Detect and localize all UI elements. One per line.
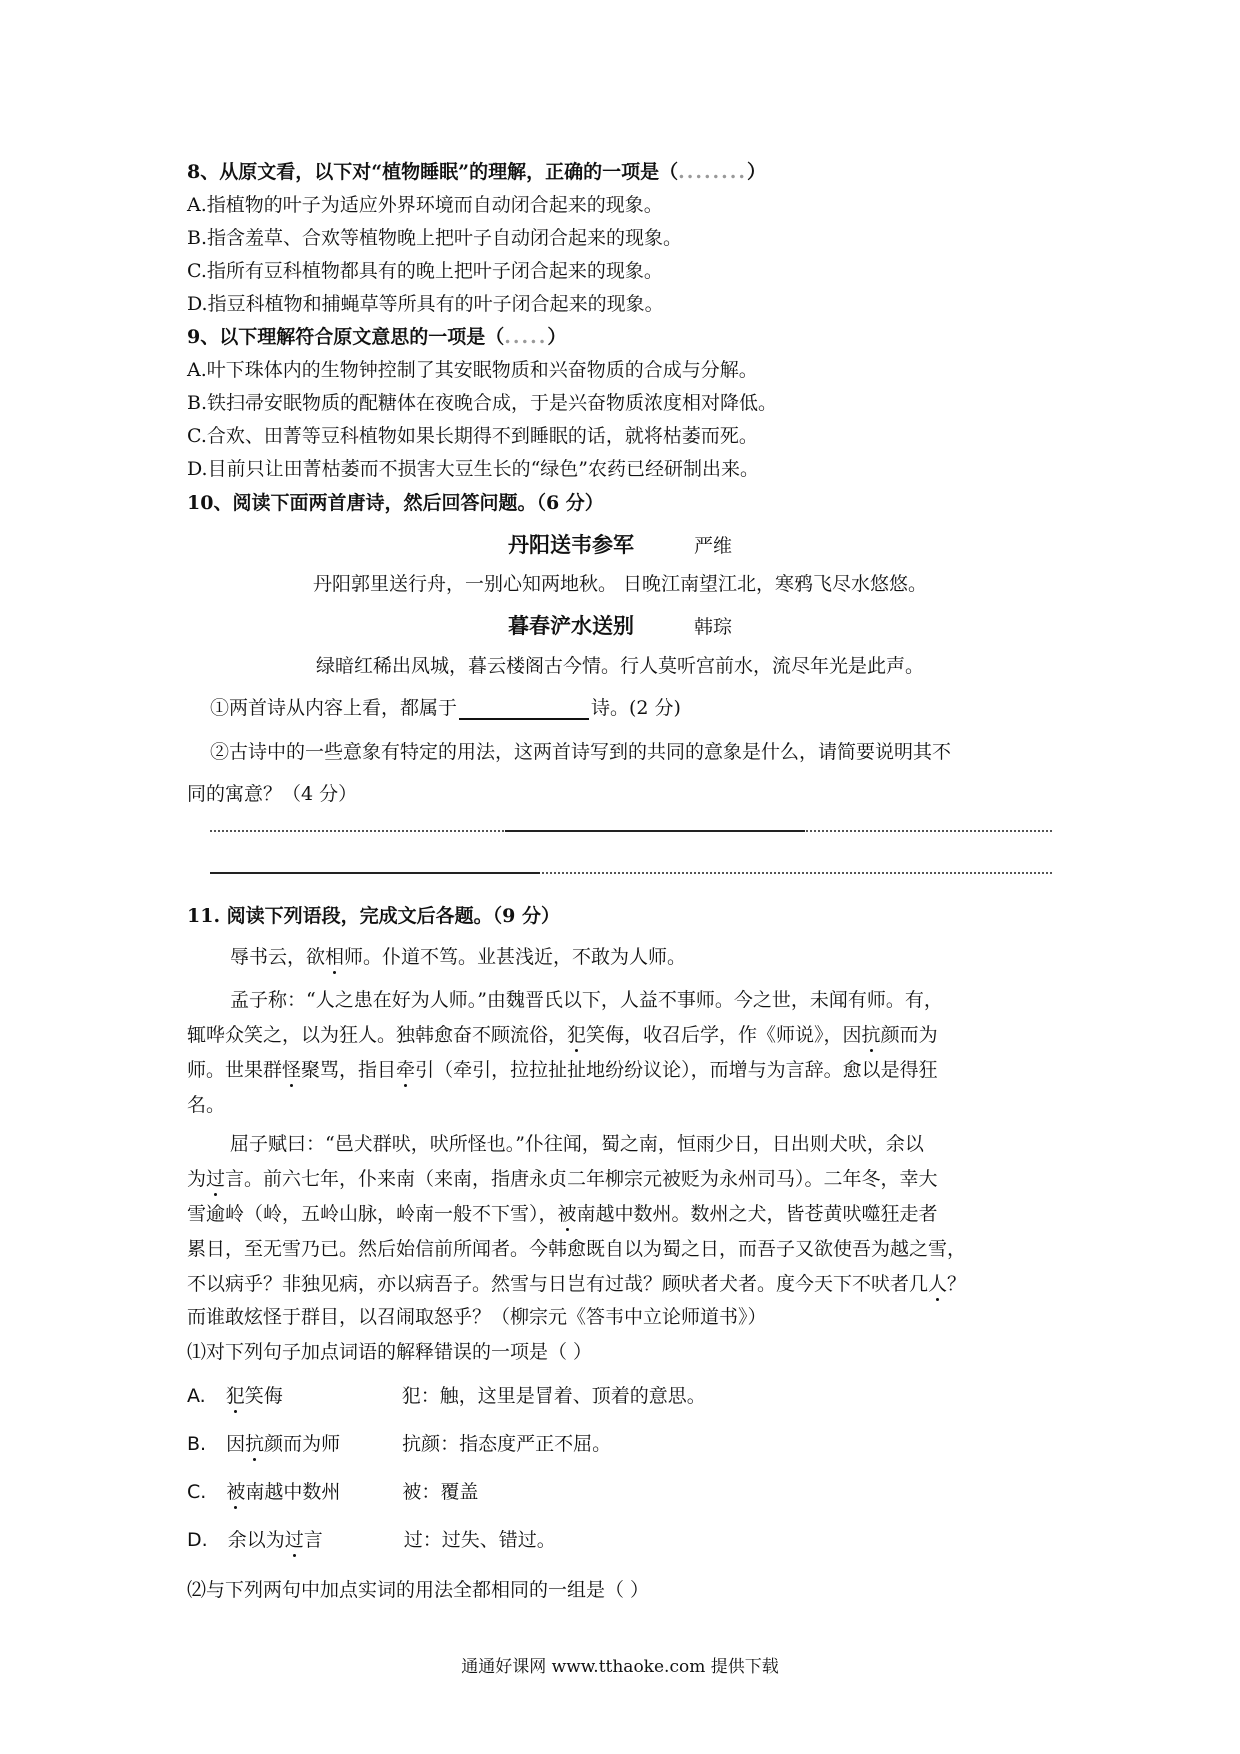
q8-option-a: A.指植物的叶子为适应外界环境而自动闭合起来的现象。 bbox=[187, 194, 663, 216]
q9-option-a: A.叶下珠体内的生物钟控制了其安眠物质和兴奋物质的合成与分解。 bbox=[187, 359, 758, 381]
q11-choice-d[interactable]: D. 余以为过言 过：过失、错过。 bbox=[187, 1529, 556, 1551]
poem2-title: 暮春浐水送别 bbox=[507, 613, 634, 638]
q11-para2-line4: 名。 bbox=[187, 1094, 226, 1116]
answer-line-2-solid bbox=[210, 872, 540, 874]
q11-stem: 11. 阅读下列语段，完成文后各题。（9 分） bbox=[187, 905, 561, 927]
q9-option-b: B.铁扫帚安眠物质的配糖体在夜晚合成，于是兴奋物质浓度相对降低。 bbox=[187, 392, 778, 414]
q11-sub2: ⑵与下列两句中加点实词的用法全都相同的一组是（ ） bbox=[187, 1579, 650, 1601]
q11-para3-line2: 为过言。前六七年，仆来南（来南，指唐永贞二年柳宗元被贬为永州司马）。二年冬，幸大 bbox=[187, 1168, 938, 1190]
q8-option-b: B.指含羞草、合欢等植物晚上把叶子自动闭合起来的现象。 bbox=[187, 227, 683, 249]
poem2-heading bbox=[0, 614, 1240, 639]
q11-para3-line5: 不以病乎？非独见病，亦以病吾子。然雪与日岂有过哉？顾吠者犬者。度今天下不吠者几人？ bbox=[187, 1273, 967, 1295]
q9-stem: 9、以下理解符合原文意思的一项是（.....） bbox=[187, 326, 567, 348]
q11-para3-line1: 屈子赋曰：“邑犬群吠，吠所怪也。”仆往闻，蜀之南，恒雨少日，日出则犬吠，余以 bbox=[230, 1133, 924, 1155]
poem1-author: 严维 bbox=[693, 535, 732, 557]
q11-para2-line3: 师。世果群怪聚骂，指目牵引（牵引，拉拉扯扯地纷纷议论），而增与为言辞。愈以是得狂 bbox=[187, 1059, 938, 1081]
q11-para3-line6: 而谁敢炫怪于群目，以召闹取怒乎？（柳宗元《答韦中立论师道书》） bbox=[187, 1306, 767, 1328]
q11-sub1: ⑴对下列句子加点词语的解释错误的一项是（ ） bbox=[187, 1341, 593, 1363]
footer-source: 通通好课网 www.tthaoke.com 提供下载 bbox=[461, 1657, 779, 1677]
q11-para1: 辱书云，欲相师。仆道不笃。业甚浅近，不敢为人师。 bbox=[230, 946, 687, 968]
answer-line-1-solid bbox=[505, 830, 805, 832]
poem1-text: 丹阳郭里送行舟，一别心知两地秋。 日晚江南望江北，寒鸦飞尽水悠悠。 bbox=[312, 573, 928, 595]
poem1-title: 丹阳送韦参军 bbox=[507, 532, 634, 557]
q10-fill-blank[interactable] bbox=[459, 700, 589, 720]
q9-option-c: C.合欢、田菁等豆科植物如果长期得不到睡眠的话，就将枯萎而死。 bbox=[187, 425, 758, 447]
q10-sub2-line1: ②古诗中的一些意象有特定的用法，这两首诗写到的共同的意象是什么，请简要说明其不 bbox=[210, 741, 952, 763]
q11-para2-line2: 辄哗众笑之，以为狂人。独韩愈奋不顾流俗，犯笑侮，收召后学，作《师说》，因抗颜而为 bbox=[187, 1024, 938, 1046]
q8-option-c: C.指所有豆科植物都具有的晚上把叶子闭合起来的现象。 bbox=[187, 260, 663, 282]
q11-para3-line4: 累日，至无雪乃已。然后始信前所闻者。今韩愈既自以为蜀之日，而吾子又欲使吾为越之雪， bbox=[187, 1238, 967, 1260]
q11-choice-a[interactable]: A. 犯笑侮 犯：触，这里是冒着、顶着的意思。 bbox=[187, 1385, 706, 1407]
q10-sub1: ①两首诗从内容上看，都属于 诗。(2 分) bbox=[210, 697, 681, 719]
poem1-heading bbox=[0, 533, 1240, 558]
q11-choice-c[interactable]: C. 被南越中数州 被：覆盖 bbox=[187, 1481, 479, 1503]
q10-stem: 10、阅读下面两首唐诗，然后回答问题。（6 分） bbox=[187, 492, 604, 514]
q9-option-d: D.目前只让田菁枯萎而不损害大豆生长的“绿色”农药已经研制出来。 bbox=[187, 458, 760, 480]
q11-para3-line3: 雪逾岭（岭，五岭山脉，岭南一般不下雪），被南越中数州。数州之犬，皆苍黄吠噬狂走者 bbox=[187, 1203, 938, 1225]
q10-sub2-line2: 同的寓意？（4 分） bbox=[187, 783, 358, 805]
q11-para2-line1: 孟子称：“人之患在好为人师。”由魏晋氏以下，人益不事师。今之世，未闻有师。有， bbox=[230, 989, 943, 1011]
poem2-text: 绿暗红稀出凤城，暮云楼阁古今情。行人莫听宫前水，流尽年光是此声。 bbox=[315, 655, 924, 677]
poem2-author: 韩琮 bbox=[693, 616, 732, 638]
q8-option-d: D.指豆科植物和捕蝇草等所具有的叶子闭合起来的现象。 bbox=[187, 293, 664, 315]
q11-choice-b[interactable]: B. 因抗颜而为师 抗颜：指态度严正不屈。 bbox=[187, 1433, 612, 1455]
q8-stem: 8、从原文看，以下对“植物睡眠”的理解，正确的一项是（........） bbox=[187, 161, 767, 183]
